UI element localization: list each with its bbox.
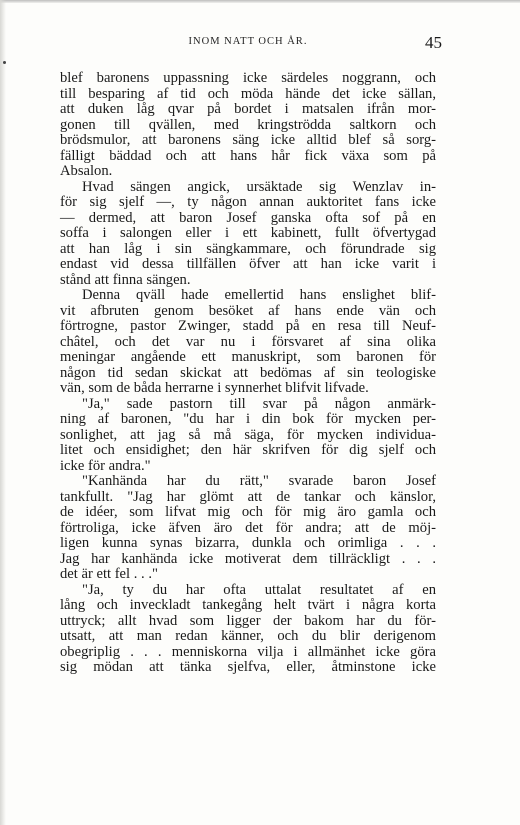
text-line: sonlighet, att jag så må säga, för mycken individua- (60, 426, 436, 443)
text-line: blef baronens uppassning icke särdeles noggrann, och (60, 70, 436, 86)
text-line: utsatt, att man redan känner, och du blir derigenom (60, 628, 436, 644)
text-line: ning af baronen, "du har i din bok för mycken per- (60, 411, 436, 427)
text-line: någon tid sedan skickat att bedömas af sin teologiske (60, 364, 436, 381)
text-line: lång och inveckladt tankegång helt tvärt i några korta (60, 597, 436, 613)
text-line: för sig sjelf —, ty någon annan auktoritet fans icke (60, 194, 436, 210)
text-line: att duken låg qvar på bordet i matsalen ifrån mor- (60, 101, 436, 117)
scan-speck (3, 61, 6, 64)
text-line: tankfullt. "Jag har glömt att de tankar och känslor, (60, 488, 436, 505)
running-title: INOM NATT OCH ÅR. (188, 36, 308, 47)
binding-shadow (0, 0, 6, 825)
text-line: stånd att finna sängen. (60, 271, 191, 288)
text-line: det är ett fel . . ." (60, 566, 158, 582)
text-line: Hvad sängen angick, ursäktade sig Wenzlav in- (82, 178, 436, 195)
text-line: "Ja," sade pastorn till svar på någon anmärk- (82, 395, 436, 412)
text-line: vän, som de båda herrarne i synnerhet blifvit lifvade. (60, 380, 369, 396)
text-line: obegriplig . . . menniskorna vilja i allmänhet icke göra (60, 643, 436, 660)
text-line: Denna qväll hade emellertid hans enslighet blif- (82, 287, 436, 303)
running-head (60, 33, 442, 52)
body-text (60, 71, 436, 676)
text-line: de idéer, som lifvat mig och för mig äro gamla och (60, 504, 436, 520)
text-line: vit afbruten genom besöket af hans ende vän och (60, 302, 436, 319)
text-line: ligen kunna synas bizarra, dunkla och orimliga . . . (60, 535, 436, 551)
text-line: "Ja, ty du har ofta uttalat resultatet af en (82, 581, 436, 598)
text-line: litet och ensidighet; den här skrifven för dig sjelf och (60, 442, 436, 458)
text-line: châtel, och det var nu i försvaret af sina olika (60, 333, 436, 350)
text-line: förtrogne, pastor Zwinger, stadd på en resa till Neuf- (60, 318, 436, 334)
text-line: "Kanhända har du rätt," svarade baron Josef (82, 473, 436, 489)
text-line: brödsmulor, att baronens säng icke alltid blef så sorg- (60, 132, 436, 148)
page-number: 45 (425, 33, 442, 52)
text-line: förtroliga, icke äfven äro det för andra; att de möj- (60, 519, 436, 536)
text-line: Jag har kanhända icke motiverat dem tillräckligt . . . (60, 550, 436, 567)
page-top-edge (0, 0, 520, 3)
text-line: sig mödan att tänka sjelfva, eller, åtminstone icke (60, 659, 436, 675)
text-line: uttryck; allt hvad som ligger der bakom har du för- (60, 612, 436, 629)
text-line: till besparing af tid och möda hände det icke sällan, (60, 85, 436, 102)
text-line: soffa i salongen eller i ett kabinett, fullt öfvertygad (60, 225, 436, 241)
text-line: Absalon. (60, 163, 113, 179)
text-line: gonen till qvällen, med kringströdda saltkorn och (60, 116, 436, 133)
text-line: att han låg i sin sängkammare, och förundrade sig (60, 240, 436, 257)
text-line: meningar angående ett manuskript, som baronen för (60, 349, 436, 365)
text-line: icke för andra." (60, 457, 151, 474)
text-line: endast vid dessa tillfällen öfver att han icke varit i (60, 256, 436, 272)
text-line: fälligt bäddad och att hans hår fick växa som på (60, 147, 436, 164)
text-line: — dermed, att baron Josef ganska ofta sof på en (60, 209, 436, 226)
